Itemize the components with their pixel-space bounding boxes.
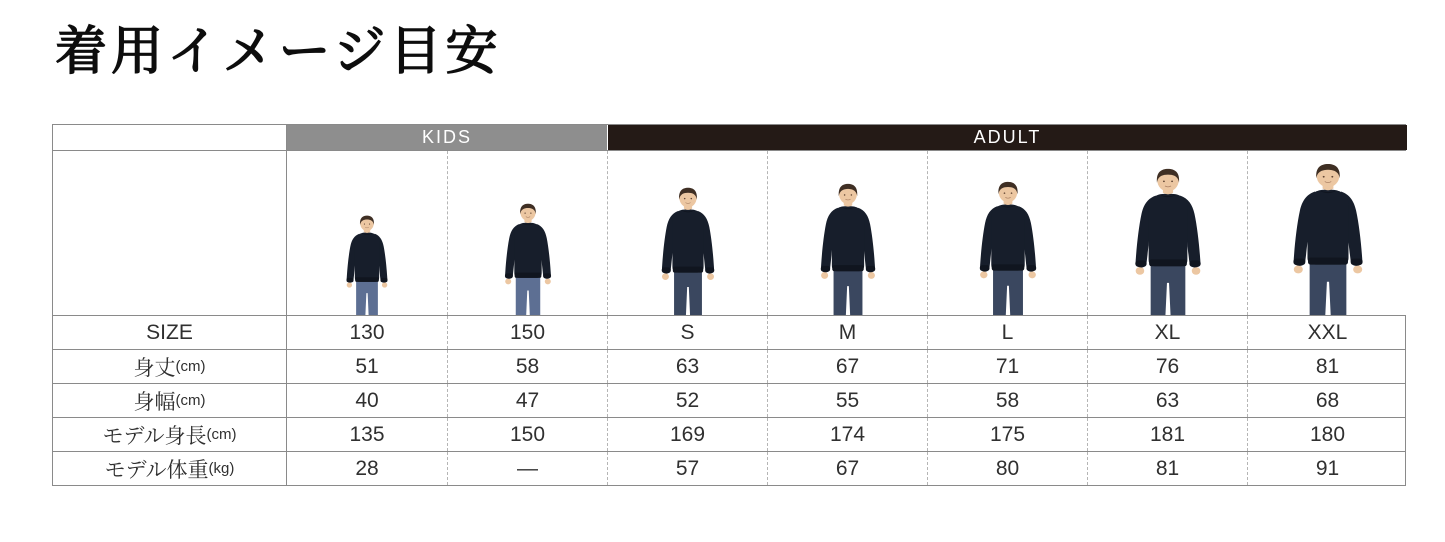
row-header-size-label: SIZE	[146, 320, 193, 344]
model-photo-l	[927, 151, 1087, 315]
row-header-body-width-unit: (cm)	[175, 392, 206, 409]
size-value-xl: XL	[1087, 316, 1247, 349]
row-header-body-length-unit: (cm)	[175, 358, 206, 375]
model-height-l: 175	[927, 418, 1087, 451]
model-height-s: 169	[607, 418, 767, 451]
body-width-s: 52	[607, 384, 767, 417]
model-photo-150	[447, 151, 607, 315]
model-height-row	[53, 418, 1405, 452]
body-width-xxl: 68	[1247, 384, 1407, 417]
model-weight-130: 28	[355, 456, 379, 480]
row-header-model-weight	[53, 452, 287, 485]
model-height-m: 174	[767, 418, 927, 451]
group-header-row	[53, 125, 1405, 151]
size-value-s: S	[607, 316, 767, 349]
body-width-row	[53, 384, 1405, 418]
model-weight-m: 67	[767, 452, 927, 485]
body-length-l: 71	[927, 350, 1087, 383]
model-photo-xl	[1087, 151, 1247, 315]
row-header-body-length	[53, 350, 287, 383]
body-width-150: 47	[447, 384, 607, 417]
row-header-model-height-label: モデル身長	[102, 424, 207, 448]
row-header-body-width-label: 身幅	[133, 390, 176, 414]
size-value-130: 130	[349, 320, 385, 344]
row-header-model-weight-unit: (kg)	[208, 460, 235, 477]
corner-cell	[53, 125, 287, 150]
model-person-icon	[1117, 168, 1219, 315]
model-photo-row	[53, 151, 1405, 316]
body-length-s: 63	[607, 350, 767, 383]
size-value-m: M	[767, 316, 927, 349]
row-header-body-length-label: 身丈	[133, 356, 176, 380]
body-length-m: 67	[767, 350, 927, 383]
body-length-130: 51	[355, 354, 379, 378]
model-photo-m	[767, 151, 927, 315]
model-weight-xl: 81	[1087, 452, 1247, 485]
body-width-xl: 63	[1087, 384, 1247, 417]
body-length-xl: 76	[1087, 350, 1247, 383]
model-weight-row	[53, 452, 1405, 485]
model-person-icon	[335, 215, 399, 315]
body-length-150: 58	[447, 350, 607, 383]
size-value-150: 150	[447, 316, 607, 349]
size-chart-table	[52, 124, 1406, 486]
row-header-body-width	[53, 384, 287, 417]
model-person-icon	[1274, 163, 1382, 315]
body-length-xxl: 81	[1247, 350, 1407, 383]
model-height-xxl: 180	[1247, 418, 1407, 451]
model-height-150: 150	[447, 418, 607, 451]
size-row	[53, 316, 1405, 350]
body-width-m: 55	[767, 384, 927, 417]
size-value-l: L	[927, 316, 1087, 349]
model-person-icon	[964, 181, 1052, 315]
body-width-130: 40	[355, 388, 379, 412]
kids-group-header: KIDS	[287, 125, 607, 150]
model-photo-xxl	[1247, 151, 1407, 315]
model-weight-150: —	[447, 452, 607, 485]
model-weight-s: 57	[607, 452, 767, 485]
body-width-l: 58	[927, 384, 1087, 417]
row-header-model-height-unit: (cm)	[206, 426, 237, 443]
page-title: 着用イメージ目安	[55, 23, 502, 81]
size-value-xxl: XXL	[1247, 316, 1407, 349]
row-header-model-weight-label: モデル体重	[104, 458, 209, 482]
model-photo-130	[287, 151, 447, 315]
model-photo-s	[607, 151, 767, 315]
model-person-icon	[647, 187, 729, 315]
photo-row-label-cell	[53, 151, 287, 315]
row-header-size	[53, 316, 287, 349]
model-weight-xxl: 91	[1247, 452, 1407, 485]
model-height-130: 135	[349, 422, 385, 446]
body-length-row	[53, 350, 1405, 384]
adult-group-header: ADULT	[607, 125, 1407, 150]
model-height-xl: 181	[1087, 418, 1247, 451]
model-person-icon	[492, 203, 564, 315]
model-person-icon	[805, 183, 890, 315]
row-header-model-height	[53, 418, 287, 451]
model-weight-l: 80	[927, 452, 1087, 485]
